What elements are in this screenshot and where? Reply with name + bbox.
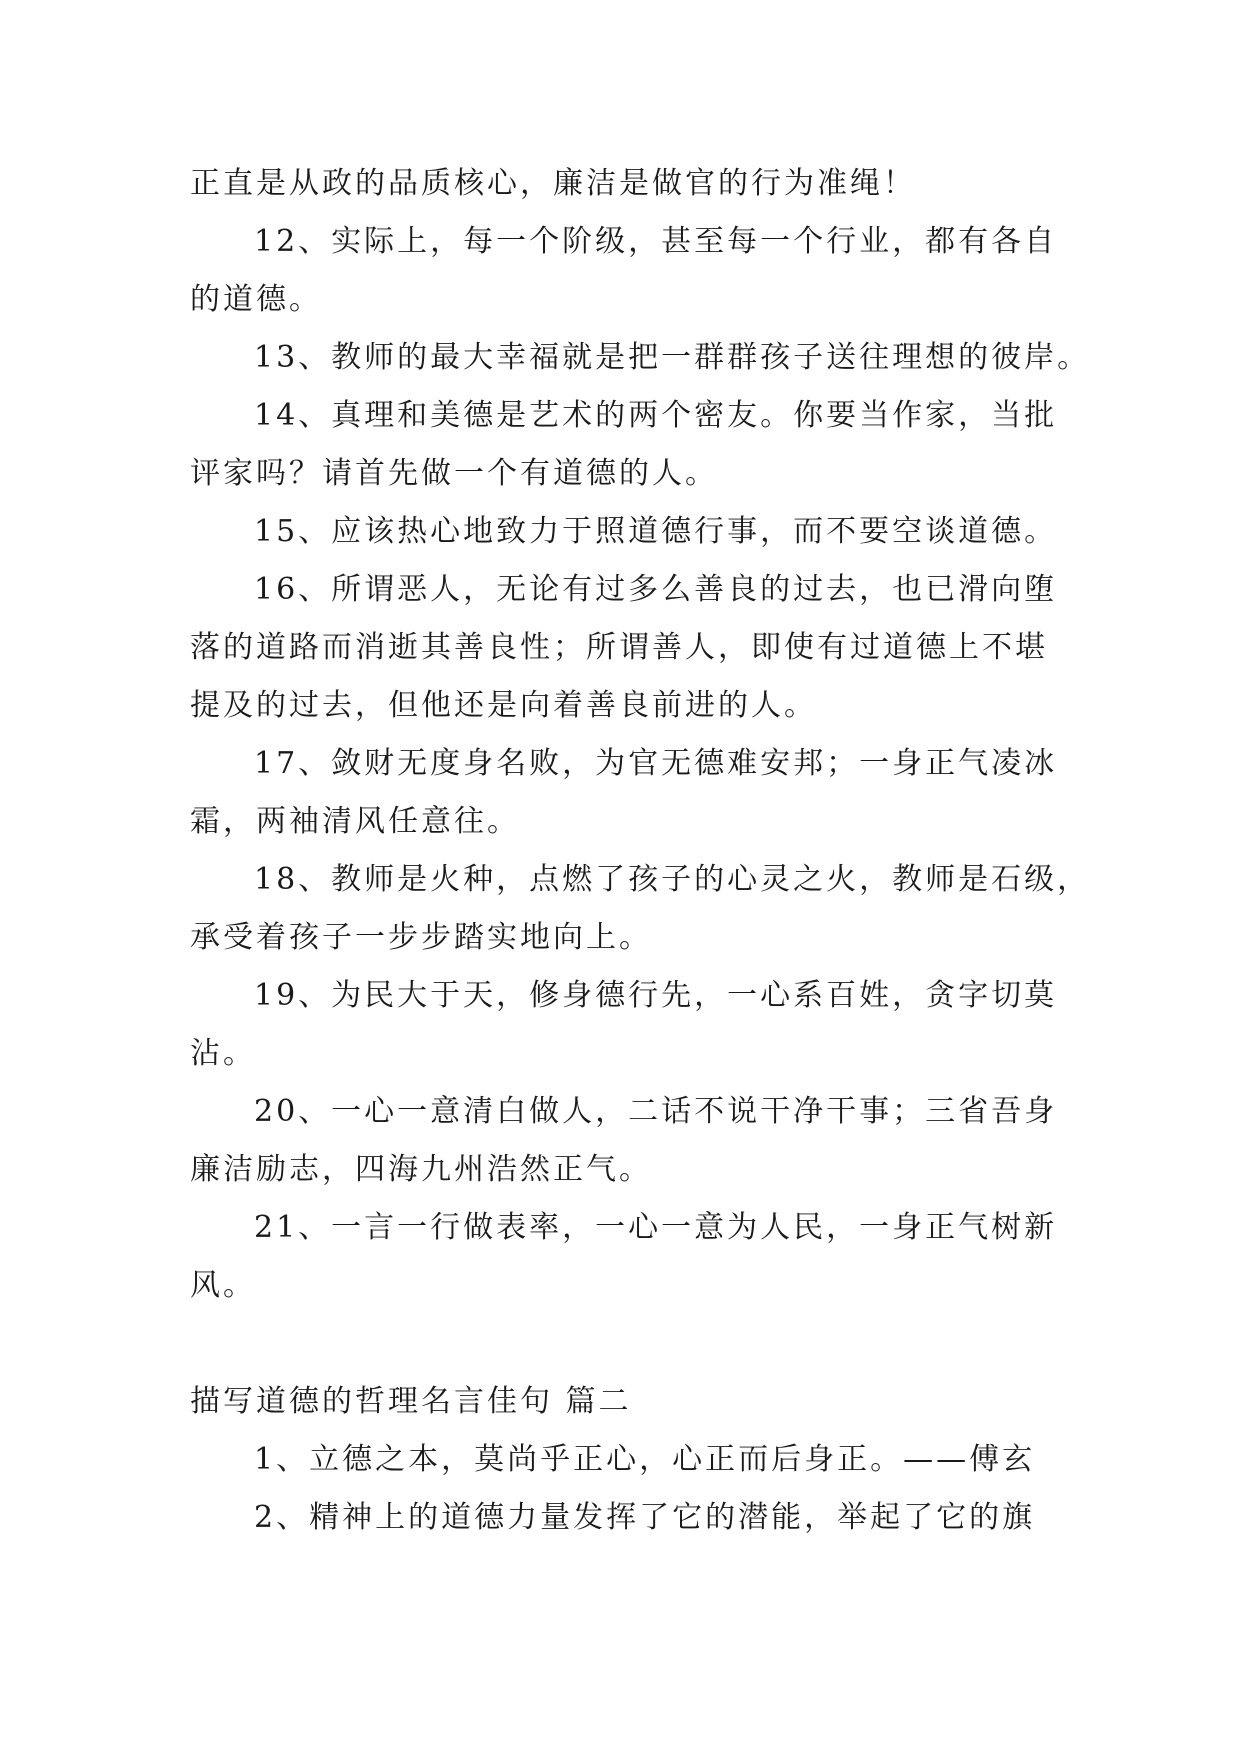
text-line: 20、一心一意清白做人，二话不说干净干事；三省吾身 bbox=[254, 1094, 1058, 1129]
text-line: 承受着孩子一步步踏实地向上。 bbox=[190, 920, 652, 955]
text-line: 霜，两袖清风任意往。 bbox=[190, 804, 520, 839]
text-line: 2、精神上的道德力量发挥了它的潜能，举起了它的旗 bbox=[254, 1500, 1036, 1535]
text-line: 1、立德之本，莫尚乎正心，心正而后身正。——傅玄 bbox=[254, 1442, 1036, 1477]
section-heading: 描写道德的哲理名言佳句 篇二 bbox=[190, 1384, 632, 1419]
text-line: 廉洁励志，四海九州浩然正气。 bbox=[190, 1152, 652, 1187]
text-line: 12、实际上，每一个阶级，甚至每一个行业，都有各自 bbox=[254, 224, 1058, 259]
text-line: 评家吗？请首先做一个有道德的人。 bbox=[190, 456, 718, 491]
text-line: 14、真理和美德是艺术的两个密友。你要当作家，当批 bbox=[254, 398, 1058, 433]
paragraph-spacer bbox=[190, 1315, 1050, 1373]
text-line: 沾。 bbox=[190, 1036, 256, 1071]
text-line: 19、为民大于天，修身德行先，一心系百姓，贪字切莫 bbox=[254, 978, 1058, 1013]
text-line: 落的道路而消逝其善良性；所谓善人，即使有过道德上不堪 bbox=[190, 630, 1048, 665]
text-line: 15、应该热心地致力于照道德行事，而不要空谈道德。 bbox=[254, 514, 1058, 549]
text-line: 21、一言一行做表率，一心一意为人民，一身正气树新 bbox=[254, 1210, 1058, 1245]
text-line: 13、教师的最大幸福就是把一群群孩子送往理想的彼岸。 bbox=[254, 340, 1091, 375]
text-line: 提及的过去，但他还是向着善良前进的人。 bbox=[190, 688, 817, 723]
text-line: 16、所谓恶人，无论有过多么善良的过去，也已滑向堕 bbox=[254, 572, 1058, 607]
text-line: 的道德。 bbox=[190, 282, 322, 317]
text-line: 17、敛财无度身名败，为官无德难安邦；一身正气凌冰 bbox=[254, 746, 1058, 781]
text-line: 18、教师是火种，点燃了孩子的心灵之火，教师是石级， bbox=[254, 862, 1091, 897]
text-line: 正直是从政的品质核心，廉洁是做官的行为准绳！ bbox=[190, 166, 916, 201]
document-body bbox=[190, 155, 1091, 1547]
text-line: 风。 bbox=[190, 1268, 256, 1303]
